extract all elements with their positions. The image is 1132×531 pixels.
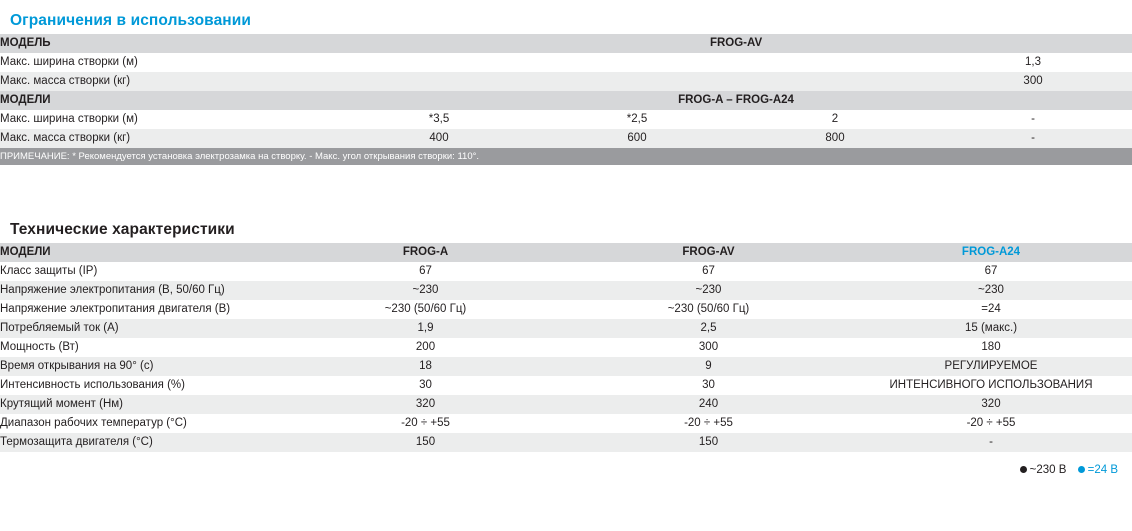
row-value: - xyxy=(850,433,1132,452)
table-row xyxy=(0,433,1132,452)
row-value: 320 xyxy=(850,395,1132,414)
row-value: 150 xyxy=(567,433,850,452)
top-spacer xyxy=(0,0,1132,12)
row-value: 30 xyxy=(284,376,567,395)
row-value: 200 xyxy=(284,338,567,357)
row-label: Класс защиты (IP) xyxy=(0,262,284,281)
row-value: ~230 (50/60 Гц) xyxy=(284,300,567,319)
specs-header-frog-a24: FROG-A24 xyxy=(850,243,1132,262)
row-value: ~230 xyxy=(850,281,1132,300)
row-label: Время открывания на 90° (с) xyxy=(0,357,284,376)
section-spacer xyxy=(0,165,1132,221)
specs-header-models: МОДЕЛИ xyxy=(0,243,284,262)
row-value: 67 xyxy=(567,262,850,281)
limits-header-label-1: МОДЕЛЬ xyxy=(0,34,340,53)
specs-header-row xyxy=(0,243,1132,262)
row-value: ~230 (50/60 Гц) xyxy=(567,300,850,319)
table-row xyxy=(0,129,1132,148)
specs-header-frog-av: FROG-AV xyxy=(567,243,850,262)
row-value: ИНТЕНСИВНОГО ИСПОЛЬЗОВАНИЯ xyxy=(850,376,1132,395)
row-value: 1,9 xyxy=(284,319,567,338)
row-value: 300 xyxy=(934,72,1132,91)
row-value: 9 xyxy=(567,357,850,376)
row-spacer xyxy=(340,53,934,72)
row-value: 600 xyxy=(538,129,736,148)
legend-label-230v: ~230 В xyxy=(1029,464,1067,476)
legend-item-24v xyxy=(1078,464,1118,476)
row-label: Потребляемый ток (А) xyxy=(0,319,284,338)
table-row xyxy=(0,338,1132,357)
table-row xyxy=(0,72,1132,91)
limits-header-model-1: FROG-AV xyxy=(340,34,1132,53)
legend-item-230v xyxy=(1020,464,1070,476)
table-row xyxy=(0,319,1132,338)
limits-header-label-2: МОДЕЛИ xyxy=(0,91,340,110)
row-value: 1,3 xyxy=(934,53,1132,72)
row-value: РЕГУЛИРУЕМОЕ xyxy=(850,357,1132,376)
row-value: - xyxy=(934,129,1132,148)
row-value: 320 xyxy=(284,395,567,414)
voltage-legend xyxy=(0,464,1132,476)
row-value: 2,5 xyxy=(567,319,850,338)
row-label: Напряжение электропитания (В, 50/60 Гц) xyxy=(0,281,284,300)
row-value: -20 ÷ +55 xyxy=(284,414,567,433)
row-value: 300 xyxy=(567,338,850,357)
row-label: Крутящий момент (Нм) xyxy=(0,395,284,414)
row-spacer xyxy=(340,72,934,91)
row-value: 800 xyxy=(736,129,934,148)
specs-header-frog-a: FROG-A xyxy=(284,243,567,262)
row-value: *2,5 xyxy=(538,110,736,129)
limits-section-title: Ограничения в использовании xyxy=(10,12,252,29)
table-row xyxy=(0,300,1132,319)
row-label: Интенсивность использования (%) xyxy=(0,376,284,395)
table-row xyxy=(0,53,1132,72)
row-value: 18 xyxy=(284,357,567,376)
table-row xyxy=(0,395,1132,414)
row-label: Напряжение электропитания двигателя (В) xyxy=(0,300,284,319)
table-row xyxy=(0,376,1132,395)
legend-label-24v: =24 В xyxy=(1087,464,1118,476)
limits-header-row-2 xyxy=(0,91,1132,110)
limits-note: ПРИМЕЧАНИЕ: * Рекомендуется установка электрозамка на створку. - Макс. угол открывания створки: 110°. xyxy=(0,148,1132,165)
row-value: 30 xyxy=(567,376,850,395)
row-value: -20 ÷ +55 xyxy=(850,414,1132,433)
specs-table xyxy=(0,243,1132,452)
row-value: 67 xyxy=(284,262,567,281)
row-value: ~230 xyxy=(567,281,850,300)
row-value: 67 xyxy=(850,262,1132,281)
row-label: Диапазон рабочих температур (°С) xyxy=(0,414,284,433)
row-value: 150 xyxy=(284,433,567,452)
table-row xyxy=(0,262,1132,281)
row-value: 180 xyxy=(850,338,1132,357)
limits-header-row-1 xyxy=(0,34,1132,53)
table-row xyxy=(0,110,1132,129)
row-label: Макс. ширина створки (м) xyxy=(0,53,340,72)
table-row xyxy=(0,281,1132,300)
row-value: 400 xyxy=(340,129,538,148)
bullet-black-icon xyxy=(1020,466,1027,473)
row-value: *3,5 xyxy=(340,110,538,129)
row-label: Термозащита двигателя (°С) xyxy=(0,433,284,452)
limits-table xyxy=(0,34,1132,165)
row-value: ~230 xyxy=(284,281,567,300)
row-label: Мощность (Вт) xyxy=(0,338,284,357)
row-value: 15 (макс.) xyxy=(850,319,1132,338)
bullet-cyan-icon xyxy=(1078,466,1085,473)
row-label: Макс. масса створки (кг) xyxy=(0,72,340,91)
row-label: Макс. ширина створки (м) xyxy=(0,110,340,129)
row-value: =24 xyxy=(850,300,1132,319)
table-row xyxy=(0,357,1132,376)
limits-header-model-2: FROG-A – FROG-A24 xyxy=(340,91,1132,110)
specs-section-title: Технические характеристики xyxy=(10,221,235,238)
row-value: -20 ÷ +55 xyxy=(567,414,850,433)
limits-note-row xyxy=(0,148,1132,165)
row-value: 240 xyxy=(567,395,850,414)
row-label: Макс. масса створки (кг) xyxy=(0,129,340,148)
table-row xyxy=(0,414,1132,433)
row-value: - xyxy=(934,110,1132,129)
row-value: 2 xyxy=(736,110,934,129)
